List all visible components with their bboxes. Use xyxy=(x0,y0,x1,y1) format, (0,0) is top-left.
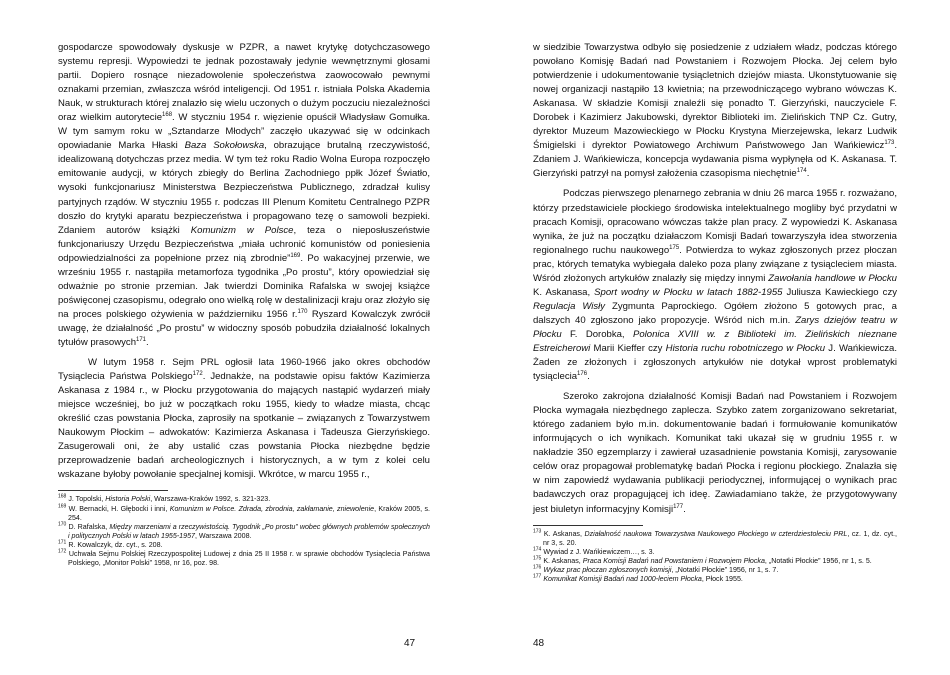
paragraph: w siedzibie Towarzystwa odbyło się posiedzenie z udziałem władz, podczas którego powołano Komisję Badań nad Powstaniem i Rozwojem Płocka. Jej celem było potwierdzenie i udokumentowanie tysiącletnich dziejów miasta. Ukonstytuowanie się nowej organizacji nastąpiło 13 kwietnia; na przewodniczącego wybrano wówczas K. Askanasa. W składzie Komisji znaleźli się ponadto T. Gierzyński, nauczyciele F. Dorobek i Kazimierz Jakubowski, dyrektor Biblioteki im. Zielińskich TNP Cz. Gutry, dyrektor Muzeum Mazowieckiego w Płocku Krystyna Mierzejewska, lekarz Ludwik Śmigielski i dyrektor Powiatowego Archiwum Państwowego Jan Wańkiewicz$^{173}$. Zdaniem J. Wańkiewicza, koncepcja wydawania pisma wypłynęła od K. Askanasa. T. Gierzyński patrzył na pomysł założenia czasopisma niechętnie$^{174}$. xyxy=(533,42,897,180)
paragraph: gospodarcze spowodowały dyskusje w PZPR, a nawet krytykę dotychczasowego systemu represji. Wypowiedzi te jednak pozostawały jedynie wewnętrznymi głosami partii. Dopiero rosnące niezadowolenie społeczeństwa zaowocowało pewnymi oznakami przemian, zwłaszcza wśród inteligencji. Od 1951 r. istniała Polska Akademia Nauk, w strukturach której znalazło się wielu uczonych o dużym poczuciu niezależności oraz wielkim autorytecie$^{168}$. W styczniu 1954 r. więzienie opuścił Władysław Gomułka. W tym samym roku w „Sztandarze Młodych” zaczęło ukazywać się w odcinkach opowiadanie Marka Hłaski Baza Sokołowska, obrazujące brutalną rzeczywistość, idealizowaną dotychczas przez media. W tym też roku Radio Wolna Europa rozpoczęło emitowanie audycji, w których zbiegły do Berlina Zachodniego ppłk Józef Światło, wysoki funkcjonariusz Ministerstwa Bezpieczeństwa Publicznego, zdradzał kulisy partyjnych rządów. W styczniu 1955 r. podczas III Plenum Komitetu Centralnego PZPR doszło do krytyki aparatu bezpieczeństwa i propagowano tezę o samowoli bezpieki. Zdaniem autorów książki Komunizm w Polsce, teza o nieposłuszeństwie funkcjonariuszy Urzędu Bezpieczeństwa „miała uchronić komunistów od poniesienia odpowiedzialności za popełnione przez nią zbrodnie”$^{169}$. Po wakacyjnej przerwie, we wrześniu 1955 r. nastąpiła metamorfoza tygodnika „Po prostu”, który opowiedział się odważnie po stronie przemian. Jak twierdzi Dominika Rafalska w swojej książce poświęconej czasopismu, odegrało ono wielką rolę w destalinizacji kraju oraz złożyło się na proces polskiego ożywienia w październiku 1956 r.$^{170}$ Ryszard Kowalczyk zwrócił uwagę, że działalność „Po prostu” w widoczny sposób pobudziła działalność lokalnych tytułów prasowych$^{171}$. xyxy=(58,42,431,348)
footnote: $^{175}$ K. Askanas, Praca Komisji Badań nad Powstaniem i Rozwojem Płocka, „Notatki Płockie” 1956, nr 1, s. 5. xyxy=(533,555,872,565)
footnote-ref[interactable]: 172 xyxy=(192,370,203,377)
footnote: $^{170}$ D. Rafalska, Między marzeniami a rzeczywistością. Tygodnik „Po prostu” wobec głównych problemów społecznych i politycznych Polski w latach 1955-1957, Warszawa 2008. xyxy=(58,521,431,540)
footnote: $^{177}$ Komunikat Komisji Badań nad 1000-leciem Płocka, Płock 1955. xyxy=(533,573,743,584)
right-footnotes xyxy=(533,530,897,585)
paragraph: W lutym 1958 r. Sejm PRL ogłosił lata 1960-1966 jako okres obchodów Tysiąclecia Państwa Polskiego$^{172}$. Jednakże, na podstawie opisu faktów Kazimierza Askanasa z 1984 r., w Płocku przygotowania do mających nastąpić wydarzeń miały miejsce wcześniej, bo już w początkach roku 1955, kiedy to władze miasta, chcąc określić czas powstania Płocka, zaprosiły na spotkanie – związanych z Towarzystwem Naukowym Płockim – adwokatów: Kazimierza Askanasa i Tadeusza Gierzyńskiego. Zasugerowali oni, że aby ustalić czas powstania Płocka niezbędne będzie przeprowadzenie badań archeologicznych i historycznych, a w tym z kolei celu wskazane byłoby powołanie specjalnej komisji. Wkrótce, w marcu 1955 r., xyxy=(58,357,430,481)
footnote-ref[interactable]: 168 xyxy=(162,112,173,119)
right-page xyxy=(475,0,950,675)
footnote-ref[interactable]: 170 xyxy=(297,308,308,315)
right-column xyxy=(533,41,897,584)
left-footnotes xyxy=(58,495,430,568)
footnote: $^{172}$ Uchwała Sejmu Polskiej Rzeczypospolitej Ludowej z dnia 25 II 1958 r. w sprawie obchodów Tysiąclecia Państwa Polskiego, „Monitor Polski” 1958, nr 16, poz. 98. xyxy=(58,548,430,568)
footnote-ref[interactable]: 171 xyxy=(136,336,147,343)
footnote: $^{171}$ R. Kowalczyk, dz. cyt., s. 208. xyxy=(58,539,163,549)
footnote: $^{169}$ W. Bernacki, H. Głębocki i inni, Komunizm w Polsce. Zdrada, zbrodnia, zakłamanie, zniewolenie, Kraków 2005, s. 254. xyxy=(58,503,430,522)
footnote-ref[interactable]: 173 xyxy=(884,140,895,147)
paragraph: Szeroko zakrojona działalność Komisji Badań nad Powstaniem i Rozwojem Płocka wymagała niezbędnego zaplecza. Szybko zatem zorganizowano sekretariat, którego zadaniem było m.in. dokumentowanie badań i formułowanie komunikatów informujących o ich wynikach. Komunikat taki ukazał się w grudniu 1955 r. w nakładzie 350 egzemplarzy i zawierał uzasadnienie powstania Komisji, zarysowanie celów oraz propagował problematykę badań Płocka i regionu płockiego. Znalazła się w nim zapowiedź wydawania publikacji periodycznej, informującej o wynikach prac badawczych oraz propagującej ich ideę. Zawiadamiano także, że przygotowywany jest biuletyn informacyjny Komisji$^{177}$. xyxy=(533,391,897,515)
left-column xyxy=(58,41,430,568)
footnote-ref[interactable]: 174 xyxy=(796,168,807,175)
right-body-text xyxy=(533,41,897,517)
footnote-ref[interactable]: 175 xyxy=(669,244,680,251)
footnote-divider xyxy=(533,525,643,526)
footnote-ref[interactable]: 176 xyxy=(577,370,588,377)
page-number: 48 xyxy=(533,638,545,649)
footnote: $^{168}$ J. Topolski, Historia Polski, Warszawa-Kraków 1992, s. 321-323. xyxy=(58,494,271,504)
paragraph: Podczas pierwszego plenarnego zebrania w dniu 26 marca 1955 r. rozważano, którzy przedstawiciele płockiego środowiska intelektualnego mogliby być przydatni w pracach Komisji, opracowano wówczas także plan pracy. Z wypowiedzi K. Askanasa wynika, że już na początku działaczom Komisji Badań towarzyszyła idea stworzenia regionalnego ruchu naukowego$^{175}$. Potwierdza to wykaz zgłoszonych przez płoczan prac, których tematyka wybiegała daleko poza plany związane z tysiącleciem miasta. Wśród złożonych artykułów znalazły się między innymi Zawołania handlowe w Płocku K. Askanasa, Sport wodny w Płocku w latach 1882-1955 Juliusza Kawieckiego czy Regulacja Wisły Zygmunta Paprockiego. Ogółem złożono 5 gotowych prac, a dalszych 40 zgłoszono jako propozycje. Wśród nich m.in. Zarys dziejów teatru w Płocku F. Dorobka, Polonica XVIII w. z Biblioteki im. Zielińskich nieznane Estreicherowi Marii Kieffer czy Historia ruchu robotniczego w Płocku J. Wańkiewicza. Żaden ze złożonych i zgłoszonych artykułów nie dotykał wprost problematyki tysiąclecia$^{176}$. xyxy=(533,188,897,383)
footnote-ref[interactable]: 177 xyxy=(673,503,684,510)
footnote: $^{173}$ K. Askanas, Działalność naukowa Towarzystwa Naukowego Płockiego w czterdziestoleciu PRL, cz. 1, dz. cyt., nr 3, s. 20. xyxy=(533,528,897,547)
footnote-divider xyxy=(58,490,168,491)
footnote: $^{176}$ Wykaz prac płoczan zgłoszonych komisji, „Notatki Płockie” 1956, nr 1, s. 7. xyxy=(533,564,779,574)
footnote: $^{174}$ Wywiad z J. Wańkiewiczem…, s. 3. xyxy=(533,546,655,556)
page-number: 47 xyxy=(404,638,416,649)
left-body-text xyxy=(58,41,430,482)
footnote-ref[interactable]: 169 xyxy=(290,252,301,259)
